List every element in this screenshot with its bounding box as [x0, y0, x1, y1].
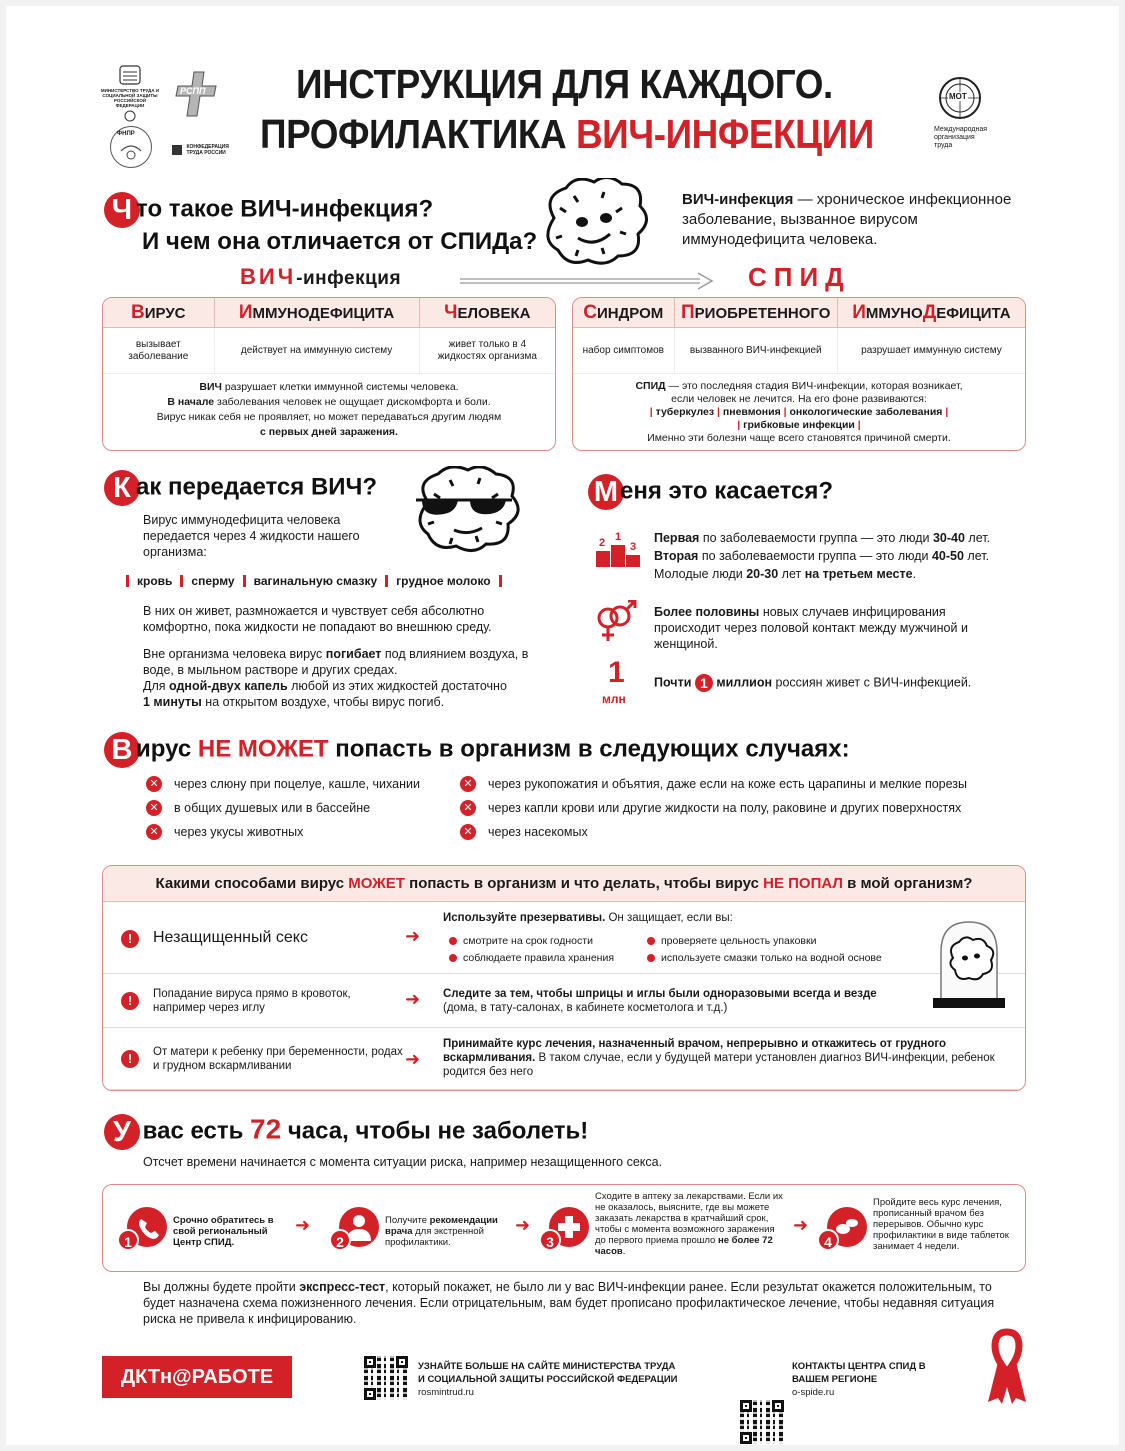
fluid-item: сперму [191, 574, 235, 588]
mot-logo [934, 76, 986, 120]
ospide-url[interactable]: o-spide.ru [792, 1387, 835, 1398]
qr-code-ospide[interactable] [740, 1400, 784, 1444]
advice-item: смотрите на срок годности [449, 935, 593, 947]
risk-label: От матери к ребенку при беременности, родах и грудном вскармливании [153, 1046, 403, 1072]
red-ribbon-icon [984, 1326, 1030, 1406]
cannot-title: В ирус НЕ МОЖЕТ попасть в организм в следующих случаях: [104, 732, 850, 768]
hiv-table-header [103, 298, 555, 328]
step-text: Сходите в аптеку за лекарствами. Если их не оказалось, выясните, где вы можете заказать лекарства в кратчайший срок, чтобы с момента возможного заражения до первого приема прошло не более 72 часов. [595, 1191, 783, 1257]
aids-label: СПИД [748, 262, 851, 292]
mintrud-label: МИНИСТЕРСТВО ТРУДА И СОЦИАЛЬНОЙ ЗАЩИТЫ РОССИЙСКОЙ ФЕДЕРАЦИИ [100, 88, 160, 108]
virus-jar-illustration [929, 918, 1009, 1010]
ways-table [102, 865, 1026, 1091]
poster [6, 6, 1119, 1445]
aids-desc-syndrome: набор симптомов [573, 328, 675, 373]
aids-col-syndrome: СИНДРОМ [573, 298, 675, 327]
aids-table-note: СПИД — это последняя стадия ВИЧ-инфекции, которая возникает, если человек не лечится. На его фоне развиваются: | туберкулез | пневмония | онкологические заболевания | | грибковые инфекции | Именно эти болезни чаще всего становятся причиной смерти. [635, 380, 963, 444]
step-text: Пройдите весь курс лечения, прописанный врачом без перерывов. Обычно курс профилактики в виде таблеток занимает 4 недели. [873, 1197, 1009, 1252]
hiv-acronym-table [102, 297, 556, 451]
mintrud-logo [100, 64, 160, 129]
concern-title: Меня это касается? [588, 474, 833, 510]
step-number: 1 [117, 1229, 139, 1251]
risk-label: Попадание вируса прямо в кровоток, например через иглу [153, 988, 351, 1014]
cannot-list-right [460, 772, 1030, 844]
age-stats: Первая по заболеваемости группа — это люди 30-40 лет. Вторая по заболеваемости группа — это люди 40-50 лет. Молодые люди 20-30 лет на третьем месте. [654, 531, 991, 581]
step-text: Срочно обратитесь в свой региональный Центр СПИД. [173, 1215, 274, 1248]
fnpr-label: ФНПР [117, 131, 135, 137]
bullet-icon [449, 954, 457, 962]
ways-row-sex [103, 902, 1025, 974]
hiv-desc-immuno: действует на иммунную систему [215, 328, 420, 373]
ospide-link-block: КОНТАКТЫ ЦЕНТРА СПИД В ВАШЕМ РЕГИОНЕ o-spide.ru [792, 1361, 926, 1398]
page-title-line1: ИНСТРУКЦИЯ ДЛЯ КАЖДОГО. [296, 61, 833, 107]
advice-text: Принимайте курс лечения, назначенный врачом, непрерывно и откажитесь от грудного вскармливания. В таком случае, если у будущей матери установлен диагноз ВИЧ-инфекции, ребенок родится без него [443, 1038, 995, 1078]
hiv-desc-human: живет только в 4 жидкостях организма [437, 338, 537, 362]
warning-icon: ! [121, 1050, 139, 1068]
cannot-item: ✕ через рукопожатия и объятия, даже если на коже есть царапины и мелкие порезы [460, 772, 1030, 796]
cannot-item: ✕ через капли крови или другие жидкости на полу, раковине и других поверхностях [460, 796, 1030, 820]
separator-bar [243, 575, 246, 587]
steps-box [102, 1184, 1026, 1272]
arrow-right-icon: ➜ [515, 1215, 531, 1235]
hiv-col-immuno: ИММУНОДЕФИЦИТА [215, 298, 420, 327]
virus-sunglasses-illustration [406, 466, 526, 556]
konf-label: КОНФЕДЕРАЦИЯ ТРУДА РОССИИ [186, 143, 229, 156]
express-test-text: Вы должны будете пройти экспресс-тест, который покажет, не было ли у вас ВИЧ-инфекции ранее. Если результат окажется положительным, то будет назначена схема пожизненного лечения. Если отрицательным, вам будет прописано профилактическое лечение, чтобы недавняя ситуация риска не привела к инфицированию. [143, 1280, 995, 1326]
gender-stat: Более половины новых случаев инфицирования происходит через половой контакт между мужчиной и женщиной. [654, 605, 968, 651]
advice-title: Используйте презервативы. Он защищает, если вы: [443, 912, 733, 924]
aids-acronym-table [572, 297, 1026, 451]
konf-logo [172, 141, 242, 159]
million-stat: Почти 1 миллион россиян живет с ВИЧ-инфекцией. [654, 675, 972, 691]
advice-item: соблюдаете правила хранения [449, 952, 614, 964]
mot-label: МОТ [949, 92, 967, 101]
rspp-label: РСПП [180, 86, 206, 96]
qr-code-mintrud[interactable] [364, 1356, 408, 1400]
aids-desc-immunodef: разрушает иммунную систему [861, 344, 1002, 356]
step-text: Получите рекомендации врача для экстренной профилактики. [385, 1215, 498, 1248]
bullet-icon [647, 954, 655, 962]
million-number: 1 [608, 656, 625, 689]
cannot-item: ✕ через слюну при поцелуе, кашле, чихании [146, 772, 466, 796]
hiv-desc-virus: вызывает заболевание [103, 328, 215, 373]
x-icon: ✕ [146, 824, 162, 840]
fluid-item: грудное молоко [396, 574, 491, 588]
podium-icon: 2 1 3 [596, 537, 640, 567]
cannot-item: ✕ в общих душевых или в бассейне [146, 796, 466, 820]
mot-caption: Международная организация труда [934, 126, 988, 149]
fluid-item: кровь [137, 574, 173, 588]
transmit-p2: Вне организма человека вирус погибает под влиянием воздуха, в воде, в мыльном растворе и других средах. Для одной-двух капель любой из этих жидкостей достаточно 1 минуты на открытом воздухе, чтобы вирус погиб. [143, 647, 529, 709]
x-icon: ✕ [460, 800, 476, 816]
cannot-item: ✕ через насекомых [460, 820, 1030, 844]
warning-icon: ! [121, 930, 139, 948]
virus-illustration [534, 178, 650, 268]
step-number: 4 [817, 1229, 839, 1251]
mintrud-link-block: УЗНАЙТЕ БОЛЬШЕ НА САЙТЕ МИНИСТЕРСТВА ТРУДА И СОЦИАЛЬНОЙ ЗАЩИТЫ РОССИЙСКОЙ ФЕДЕРАЦИИ rosmintrud.ru [418, 1361, 678, 1398]
hours-title: У вас есть 72 часа, чтобы не заболеть! [104, 1114, 588, 1150]
hiv-label: ВИЧ-инфекция [240, 264, 402, 289]
x-icon: ✕ [146, 800, 162, 816]
transmit-intro: Вирус иммунодефицита человека передается через 4 жидкости нашего организма: [143, 513, 360, 559]
fnpr-logo [110, 126, 152, 168]
fluid-item: вагинальную смазку [253, 574, 378, 588]
aids-col-immunodef: ИММУНОДЕФИЦИТА [852, 302, 1011, 323]
fluids-list [126, 574, 502, 588]
cannot-list-left [146, 772, 466, 844]
separator-bar [126, 575, 129, 587]
ways-row-mother [103, 1028, 1025, 1090]
rspp-logo [174, 66, 226, 122]
separator-bar [385, 575, 388, 587]
arrow-right-icon: ➜ [405, 989, 421, 1009]
hiv-table-note: ВИЧ разрушает клетки иммунной системы человека. В начале заболевания человек не ощущает дискомфорта и боли. Вирус никак себя не проявляет, но может передаваться другим людям с первых дней заражения. [156, 381, 502, 438]
x-icon: ✕ [460, 776, 476, 792]
dkt-badge: ДКТн@РАБОТЕ [102, 1356, 292, 1398]
transmit-title: К ак передается ВИЧ? [104, 470, 377, 506]
bullet-icon [449, 937, 457, 945]
step-number: 3 [539, 1229, 561, 1251]
aids-desc-acquired: вызванного ВИЧ-инфекцией [675, 328, 838, 373]
separator-bar [499, 575, 502, 587]
arrow-right-icon: ➜ [405, 926, 421, 946]
advice-item: проверяете цельность упаковки [647, 935, 816, 947]
advice-text: Следите за тем, чтобы шприцы и иглы были одноразовыми всегда и везде (дома, в тату-салонах, в кабинете косметолога и т.д.) [443, 988, 877, 1014]
gender-symbols-icon [592, 600, 640, 648]
ways-header: Какими способами вирус МОЖЕТ попасть в организм и что делать, чтобы вирус НЕ ПОПАЛ в мой организм? [103, 866, 1025, 902]
what-title: Ч то такое ВИЧ-инфекция? И чем она отличается от СПИДа? [104, 192, 537, 256]
warning-icon: ! [121, 992, 139, 1010]
advice-item: используете смазки только на водной основе [647, 952, 882, 964]
aids-col-acquired: ПРИОБРЕТЕННОГО [675, 298, 838, 327]
hiv-col-human: ЧЕЛОВЕКА [444, 302, 531, 323]
x-icon: ✕ [146, 776, 162, 792]
konf-mark-icon [172, 145, 182, 155]
cannot-item: ✕ через укусы животных [146, 820, 466, 844]
risk-label: Незащищенный секс [153, 929, 308, 946]
hours-subtitle: Отсчет времени начинается с момента ситуации риска, например незащищенного секса. [143, 1155, 663, 1169]
arrow-right-icon: ➜ [405, 1049, 421, 1069]
arrow-icon [458, 270, 718, 290]
ways-row-blood [103, 974, 1025, 1028]
transmit-p1: В них он живет, размножается и чувствует себя абсолютно комфортно, пока жидкости не попадают во внешнюю среду. [143, 604, 492, 634]
hiv-col-virus: ВИРУС [103, 298, 215, 327]
million-unit: млн [602, 692, 626, 706]
bullet-icon [647, 937, 655, 945]
mintrud-url[interactable]: rosmintrud.ru [418, 1387, 474, 1398]
aids-table-header [573, 298, 1025, 328]
arrow-right-icon: ➜ [295, 1215, 311, 1235]
aids-table-desc-row [573, 328, 1025, 374]
hiv-definition: ВИЧ-инфекция — хроническое инфекционное заболевание, вызванное вирусом иммунодефицита человека. [682, 191, 1012, 248]
separator-bar [180, 575, 183, 587]
step-number: 2 [329, 1229, 351, 1251]
arrow-right-icon: ➜ [793, 1215, 809, 1235]
hiv-table-desc-row [103, 328, 555, 374]
x-icon: ✕ [460, 824, 476, 840]
page-title-line2: ПРОФИЛАКТИКА ВИЧ-ИНФЕКЦИИ [260, 111, 874, 157]
